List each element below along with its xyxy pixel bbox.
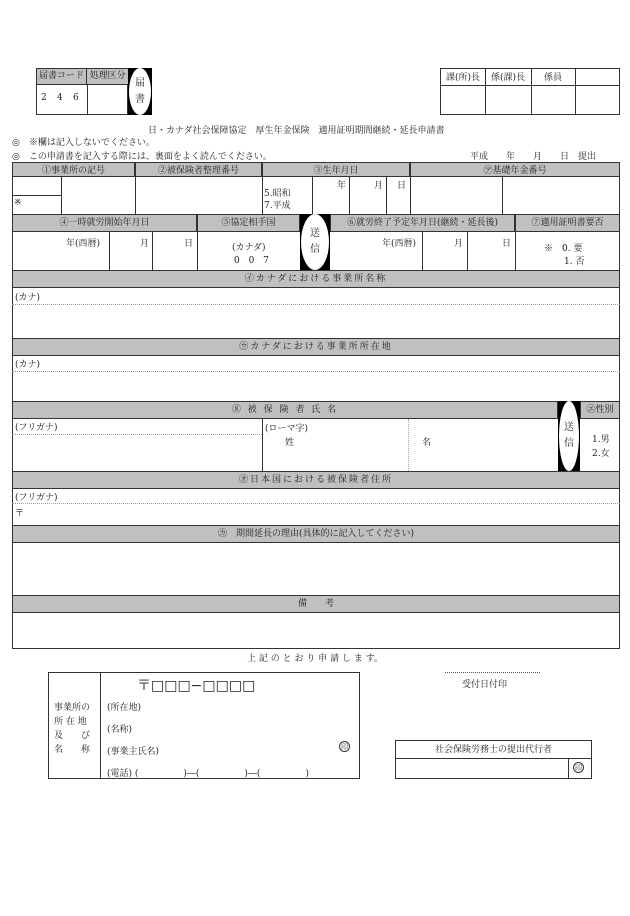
row2-fields[interactable]	[12, 232, 620, 270]
address-field[interactable]: (所在地)	[107, 703, 142, 713]
submit-date[interactable]: 平成 年 月 日 提出	[470, 152, 597, 162]
header-japan-address: ㋔日本国における被保険者住所	[12, 471, 620, 489]
send-oval: 送 信	[558, 401, 580, 471]
agent-box	[395, 740, 592, 779]
month-label: 月	[374, 181, 384, 191]
remarks-field[interactable]	[12, 613, 620, 648]
year-label: 年	[337, 181, 347, 191]
postal-code-field[interactable]: 〒□□□−□□□□	[137, 678, 256, 694]
surname-field[interactable]: 姓	[285, 438, 295, 448]
year-label: 年(西暦)	[66, 239, 101, 249]
row1-fields[interactable]	[12, 176, 620, 214]
cert-required-option[interactable]: ※ 0. 要	[544, 244, 583, 254]
form-code-box	[36, 68, 128, 115]
romaji-label: (ローマ字)	[265, 424, 309, 434]
era-showa: 5.昭和	[264, 189, 291, 199]
note: ◎ ※欄は記入しないでください。	[12, 138, 155, 148]
approval-box	[440, 68, 620, 115]
form-title: 日・カナダ社会保障協定 厚生年金保険 適用証明期間継続・延長申請書	[148, 126, 445, 136]
address-furigana[interactable]	[12, 489, 620, 504]
header-insured-name: ⑧ 被 保 険 者 氏 名	[12, 401, 558, 419]
cert-not-required-option[interactable]: 1. 否	[564, 257, 585, 267]
sex-female-option[interactable]: 2.女	[592, 449, 610, 459]
month-label: 月	[454, 239, 464, 249]
header-birthdate: ③生年月日	[262, 162, 410, 177]
agent-header: 社会保険労務士の提出代行者	[434, 745, 552, 755]
year-label: 年(西暦)	[382, 239, 417, 249]
extension-reason-field[interactable]	[12, 543, 620, 595]
applicant-label: 事業所の 所 在 地 及 び 名 称	[54, 703, 91, 755]
send-oval: 送 信	[300, 214, 330, 270]
header-certificate-needed: ⑦適用証明書要否	[515, 214, 620, 232]
name-field[interactable]: (名称)	[107, 725, 133, 735]
process-type-header: 処理区分	[87, 69, 128, 85]
era-heisei: 7.平成	[264, 201, 291, 211]
header-extension-reason: ㋕ 期間延長の理由(具体的に記入してください)	[12, 525, 620, 543]
approval-col: 係(課)長	[490, 73, 526, 83]
given-name-field[interactable]: 名	[422, 438, 432, 448]
kana-label: (カナ)	[15, 360, 41, 370]
header-pension-number: ㋐基礎年金番号	[410, 162, 620, 177]
header-end-date: ⑥就労終了予定年月日(継続・延長後)	[330, 214, 515, 232]
country-name: (カナダ)	[232, 243, 266, 253]
seal-icon: 印	[341, 743, 348, 751]
header-insured-number: ②被保険者整理番号	[135, 162, 262, 177]
note: ◎ この申請書を記入する際には、裏面をよく読んでください。	[12, 152, 272, 162]
code-digit: 6	[73, 93, 79, 103]
furigana-label: (フリガナ)	[15, 493, 58, 503]
country-code: 0 0 7	[234, 256, 272, 266]
owner-name-field[interactable]: (事業主氏名)	[107, 747, 160, 757]
month-label: 月	[140, 239, 150, 249]
postal-mark: 〒	[15, 509, 25, 519]
day-label: 日	[184, 239, 194, 249]
code-digit: 2	[41, 93, 47, 103]
code-digit: 4	[57, 93, 63, 103]
kome-mark: ※	[14, 198, 22, 208]
header-country: ⑤協定相手国	[197, 214, 300, 232]
day-label: 日	[397, 181, 407, 191]
header-sex: ㋓性別	[580, 401, 620, 419]
header-start-date: ④一時就労開始年月日	[12, 214, 197, 232]
day-label: 日	[502, 239, 512, 249]
header-remarks: 備 考	[12, 595, 620, 613]
office-name-kana[interactable]	[12, 288, 620, 305]
header-canada-office-name: ㋑カナダにおける事業所名称	[12, 270, 620, 288]
applicant-box	[48, 672, 360, 779]
approval-col: 課(所)長	[445, 73, 481, 83]
furigana-label: (フリガナ)	[15, 423, 58, 433]
approval-col: 係員	[543, 73, 562, 83]
kana-label: (カナ)	[15, 293, 41, 303]
receipt-stamp-label: 受付日付印	[462, 680, 508, 690]
todoke-oval: 届 書	[128, 68, 152, 115]
declaration-text: 上 記 の と お り 申 請 し ま す。	[247, 654, 383, 664]
sex-male-option[interactable]: 1.男	[592, 435, 610, 445]
header-office-symbol: ①事業所の記号	[12, 162, 135, 177]
office-address-kana[interactable]	[12, 356, 620, 372]
seal-icon: 印	[575, 764, 582, 772]
header-canada-office-address: ㋒カナダにおける事業所所在地	[12, 338, 620, 356]
name-furigana[interactable]	[12, 419, 262, 435]
form-code-header: 届書コード	[37, 69, 87, 85]
phone-field[interactable]: (電話) ( )―( )―( )	[107, 769, 309, 779]
